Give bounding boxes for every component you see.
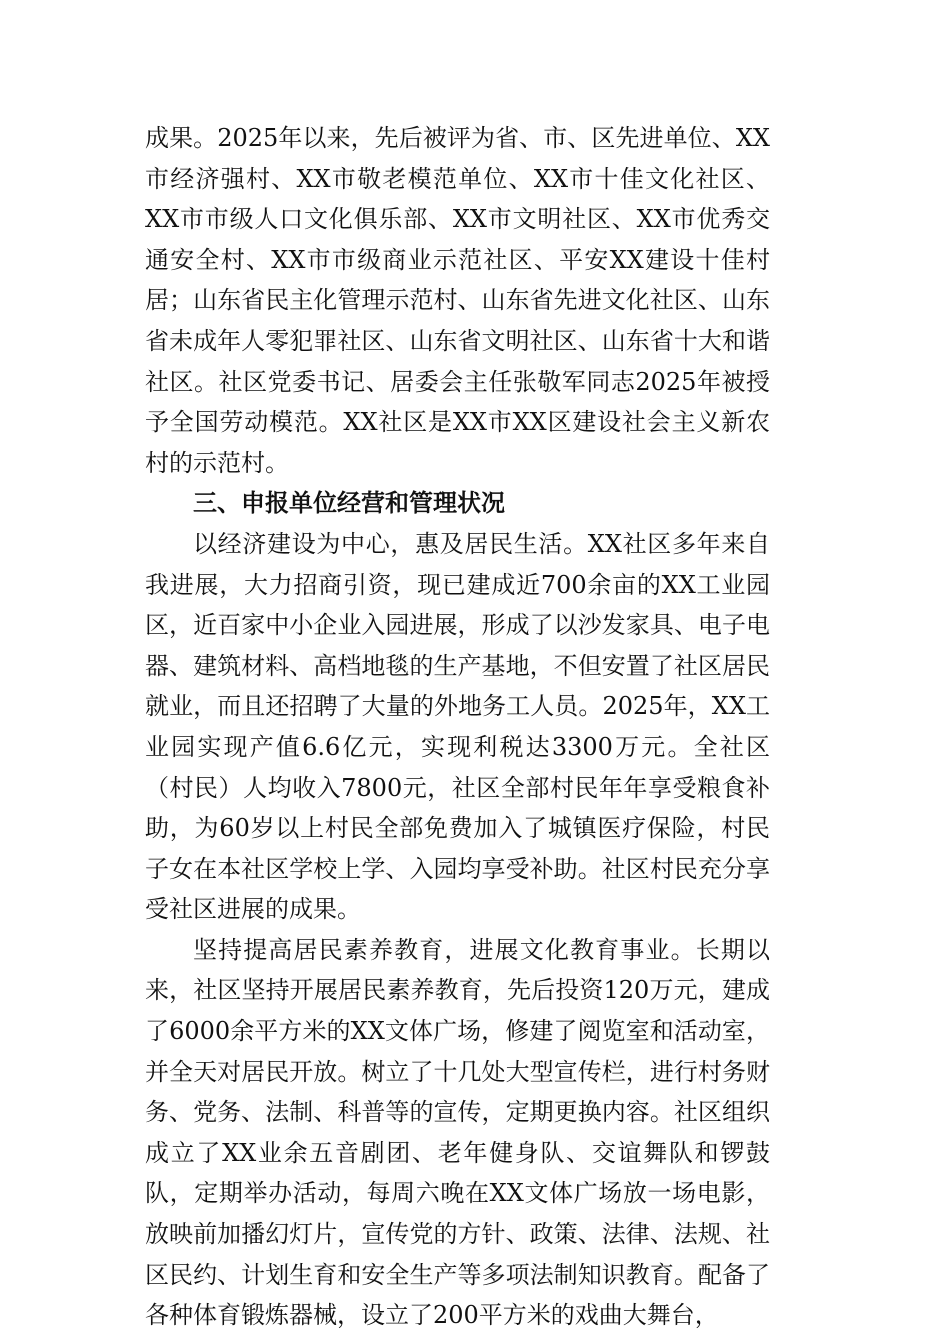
document-body [145, 118, 770, 1336]
section-heading-operations: 三、申报单位经营和管理状况 [193, 488, 505, 518]
paragraph-honors-continuation: 成果。2025年以来，先后被评为省、市、区先进单位、XX市经济强村、XX市敬老模范单位、XX市十佳文化社区、XX市市级人口文化俱乐部、XX市文明社区、XX市优秀交通安全村、XX市市级商业示范社区、平安XX建设十佳村居；山东省民主化管理示范村、山东省先进文化社区、山东省未成年人零犯罪社区、山东省文明社区、山东省十大和谐社区。社区党委书记、居委会主任张敬军同志2025年被授予全国劳动模范。XX社区是XX市XX区建设社会主义新农村的示范村。 [145, 124, 770, 477]
paragraph-cultural-education: 坚持提高居民素养教育，进展文化教育事业。长期以来，社区坚持开展居民素养教育，先后投资120万元，建成了6000余平方米的XX文体广场，修建了阅览室和活动室，并全天对居民开放。树立了十几处大型宣传栏，进行村务财务、党务、法制、科普等的宣传，定期更换内容。社区组织成立了XX业余五音剧团、老年健身队、交谊舞队和锣鼓队，定期举办活动，每周六晚在XX文体广场放一场电影，放映前加播幻灯片，宣传党的方针、政策、法律、法规、社区民约、计划生育和安全生产等多项法制知识教育。配备了各种体育锻炼器械，设立了200平方米的戏曲大舞台， [145, 935, 770, 1330]
paragraph-economic-development: 以经济建设为中心，惠及居民生活。XX社区多年来自我进展，大力招商引资，现已建成近700余亩的XX工业园区，近百家中小企业入园进展，形成了以沙发家具、电子电器、建筑材料、高档地毯的生产基地，不但安置了社区居民就业，而且还招聘了大量的外地务工人员。2025年，XX工业园实现产值6.6亿元，实现利税达3300万元。全社区（村民）人均收入7800元，社区全部村民年年享受粮食补助，为60岁以上村民全部免费加入了城镇医疗保险，村民子女在本社区学校上学、入园均享受补助。社区村民充分享受社区进展的成果。 [145, 529, 770, 924]
